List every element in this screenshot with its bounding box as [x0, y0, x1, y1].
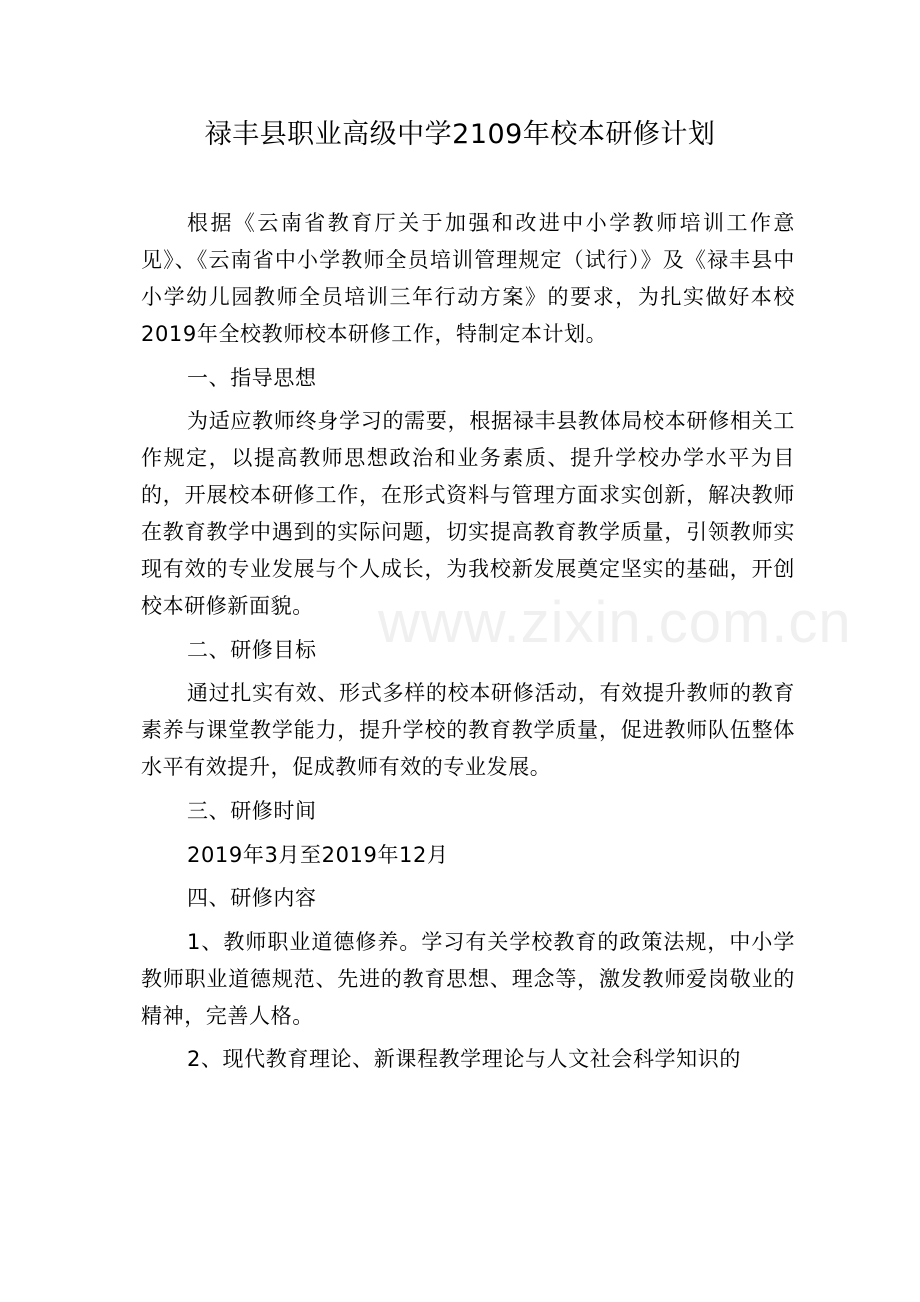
section-heading-content: 四、研修内容 — [187, 886, 317, 911]
document-title: 禄丰县职业高级中学2109年校本研修计划 — [204, 119, 716, 150]
document-body — [141, 205, 795, 1078]
section-heading-goals: 二、研修目标 — [187, 637, 317, 662]
paragraph-intro: 根据《云南省教育厅关于加强和改进中小学教师培训工作意见》、《云南省中小学教师全员培训管理规定（试行）》及《禄丰县中小学幼儿园教师全员培训三年行动方案》的要求，为扎实做好本校2019年全校教师校本研修工作，特制定本计划。 — [141, 211, 795, 346]
watermark: www.zixin.com.cn — [378, 590, 852, 655]
paragraph-goals: 通过扎实有效、形式多样的校本研修活动，有效提升教师的教育素养与课堂教学能力，提升学校的教育教学质量，促进教师队伍整体水平有效提升，促成教师有效的专业发展。 — [141, 681, 795, 780]
paragraph-content-item-1: 1、教师职业道德修养。学习有关学校教育的政策法规，中小学教师职业道德规范、先进的教育思想、理念等，激发教师爱岗敬业的精神，完善人格。 — [141, 929, 795, 1028]
paragraph-time: 2019年3月至2019年12月 — [187, 842, 449, 867]
paragraph-content-item-2: 2、现代教育理论、新课程教学理论与人文社会科学知识的 — [187, 1047, 741, 1072]
paragraph-guiding-thought: 为适应教师终身学习的需要，根据禄丰县教体局校本研修相关工作规定，以提高教师思想政治和业务素质、提升学校办学水平为目的，开展校本研修工作，在形式资料与管理方面求实创新，解决教师在教育教学中遇到的实际问题，切实提高教育教学质量，引领教师实现有效的专业发展与个人成长，为我校新发展奠定坚实的基础，开创校本研修新面貌。 — [141, 409, 795, 619]
section-heading-guiding-thought: 一、指导思想 — [187, 365, 317, 390]
section-heading-time: 三、研修时间 — [187, 798, 317, 823]
